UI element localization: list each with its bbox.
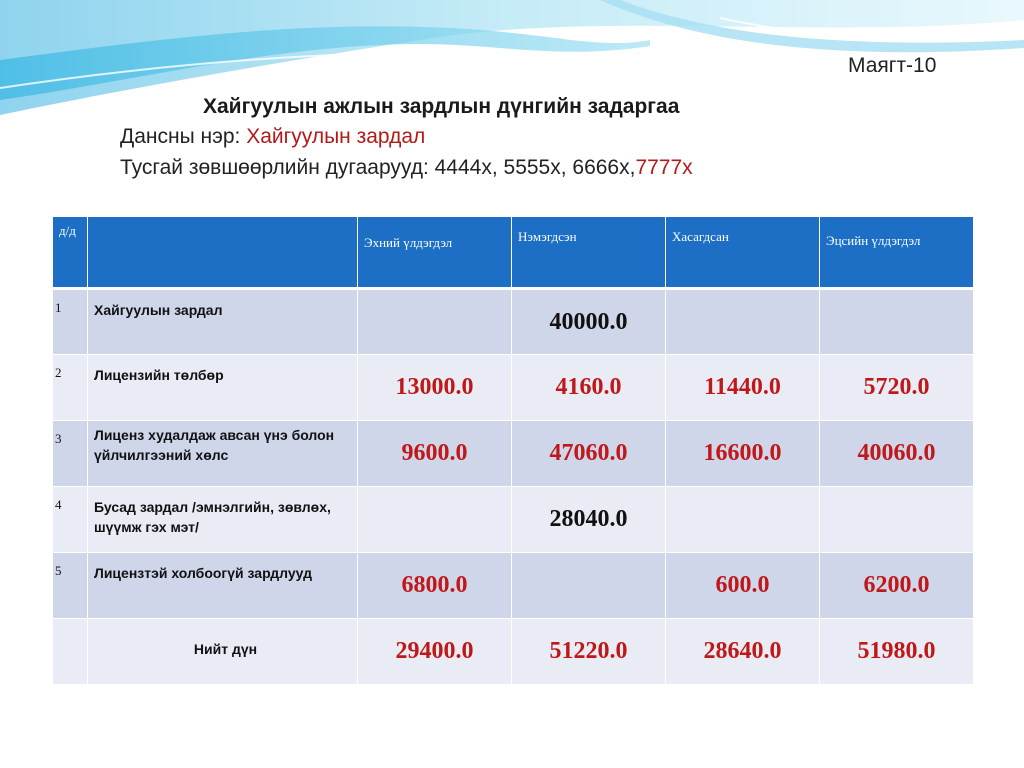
- table-header-row: [53, 217, 974, 289]
- cell-deducted: 600.0: [666, 553, 820, 619]
- table-row: [53, 487, 974, 553]
- cell-closing: 6200.0: [820, 553, 974, 619]
- cell-opening: 6800.0: [358, 553, 512, 619]
- row-name: Лицензтэй холбоогүй зардлууд: [88, 553, 358, 619]
- table-row: [53, 421, 974, 487]
- cell-deducted: 11440.0: [666, 355, 820, 421]
- row-name: Лиценз худалдаж авсан үнэ болон үйлчилгээний хөлс: [88, 421, 358, 487]
- cell-added: 28040.0: [512, 487, 666, 553]
- cell-opening: 29400.0: [358, 619, 512, 685]
- form-number: Маягт-10: [848, 54, 937, 77]
- account-label: Дансны нэр:: [120, 125, 241, 148]
- row-index: 1: [53, 289, 88, 355]
- col-header-index: д/д: [53, 217, 88, 289]
- col-header-deducted: Хасагдсан: [666, 217, 820, 289]
- account-line: [120, 125, 425, 149]
- table-row: [53, 355, 974, 421]
- license-label: Тусгай зөвшөөрлийн дугаарууд:: [120, 156, 429, 179]
- cell-closing: 40060.0: [820, 421, 974, 487]
- col-header-opening: Эхний үлдэгдэл: [358, 217, 512, 289]
- page-title: Хайгуулын ажлын зардлын дүнгийн задаргаа: [203, 95, 680, 118]
- cell-deducted: 16600.0: [666, 421, 820, 487]
- cell-added: 40000.0: [512, 289, 666, 355]
- row-index: [53, 619, 88, 685]
- license-line: [120, 156, 693, 180]
- table-row: [53, 553, 974, 619]
- row-name: Бусад зардал /эмнэлгийн, зөвлөх, шүүмж гэх мэт/: [88, 487, 358, 553]
- account-name: Хайгуулын зардал: [246, 125, 426, 148]
- table-row-total: [53, 619, 974, 685]
- cell-opening: 9600.0: [358, 421, 512, 487]
- cell-added: 47060.0: [512, 421, 666, 487]
- cell-deducted: [666, 289, 820, 355]
- cell-added: [512, 553, 666, 619]
- license-numbers: 4444x, 5555x, 6666x,: [434, 156, 636, 179]
- cell-added: 51220.0: [512, 619, 666, 685]
- cell-opening: [358, 289, 512, 355]
- row-index: 5: [53, 553, 88, 619]
- col-header-added: Нэмэгдсэн: [512, 217, 666, 289]
- row-index: 3: [53, 421, 88, 487]
- row-name: Хайгуулын зардал: [88, 289, 358, 355]
- row-name: Лицензийн төлбөр: [88, 355, 358, 421]
- license-number-highlight: 7777x: [635, 156, 693, 179]
- balance-table: [52, 216, 974, 685]
- cell-deducted: 28640.0: [666, 619, 820, 685]
- col-header-closing: Эцсийн үлдэгдэл: [820, 217, 974, 289]
- cell-added: 4160.0: [512, 355, 666, 421]
- cell-opening: 13000.0: [358, 355, 512, 421]
- cell-closing: 5720.0: [820, 355, 974, 421]
- col-header-name: [88, 217, 358, 289]
- cell-deducted: [666, 487, 820, 553]
- cell-opening: [358, 487, 512, 553]
- table-row: [53, 289, 974, 355]
- row-index: 2: [53, 355, 88, 421]
- cell-closing: [820, 289, 974, 355]
- row-index: 4: [53, 487, 88, 553]
- cell-closing: 51980.0: [820, 619, 974, 685]
- row-name-total: Нийт дүн: [88, 619, 358, 685]
- cell-closing: [820, 487, 974, 553]
